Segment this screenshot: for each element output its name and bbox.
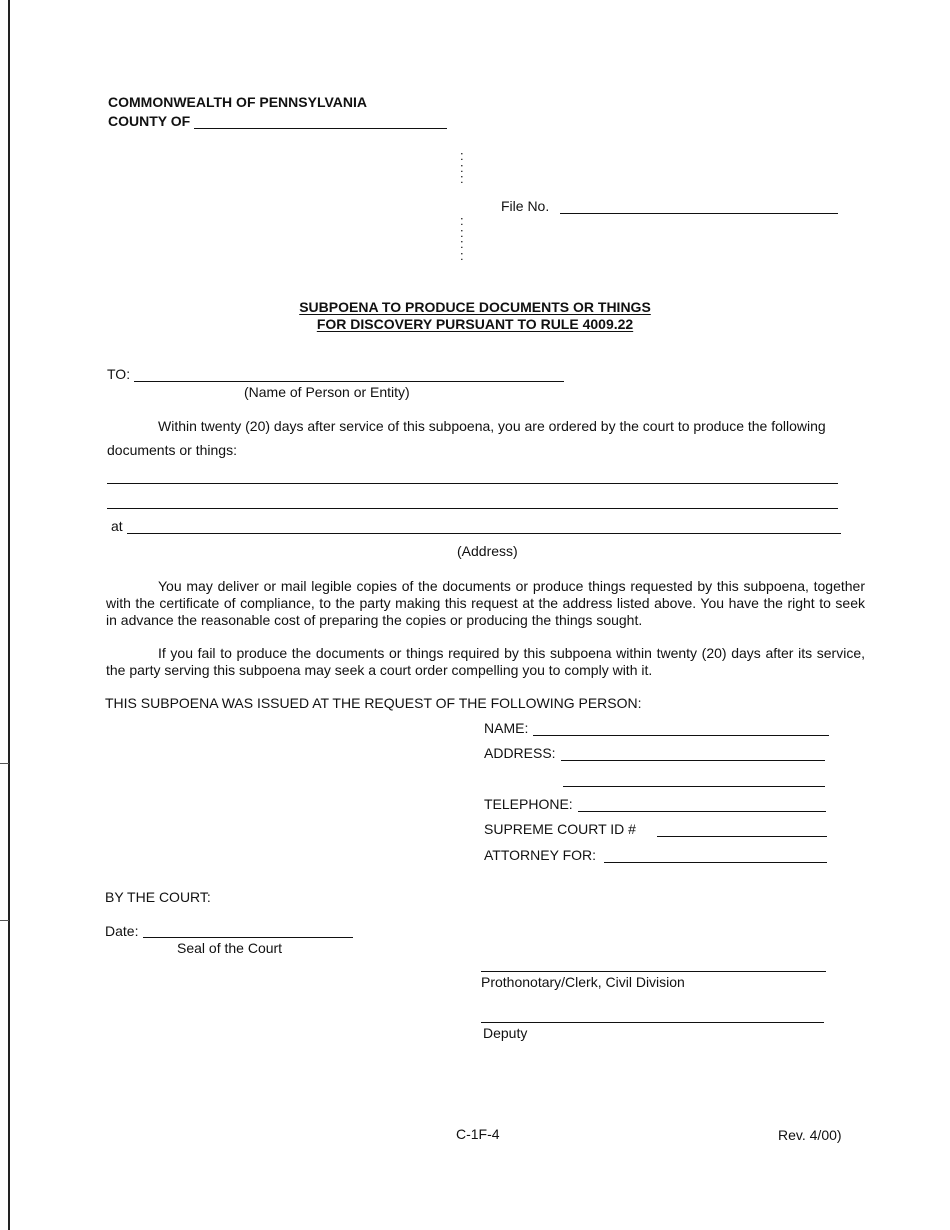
by-the-court-label: BY THE COURT: [105,889,211,905]
recipient-name-field[interactable] [134,381,564,382]
scan-left-edge [8,0,10,1230]
at-label: at [111,518,123,534]
requester-address-field-line2[interactable] [563,786,825,787]
caption-divider-dots: : : : : [460,213,464,263]
name-label: NAME: [484,720,529,736]
requester-telephone-field[interactable] [578,811,826,812]
supreme-court-id-label: SUPREME COURT ID # [484,821,636,837]
deputy-caption: Deputy [483,1025,528,1041]
seal-caption: Seal of the Court [177,940,283,956]
file-no-field[interactable] [560,213,838,214]
county-label: COUNTY OF [108,113,191,129]
date-field[interactable] [143,937,353,938]
county-field[interactable] [194,128,447,129]
delivery-paragraph: You may deliver or mail legible copies of the documents or produce things requested by this subpoena, together with the certificate of compliance, to the party making this request at the address listed above. You have the right to seek in advance the reasonable cost of preparing the copies or producing the things sought. [106,578,865,628]
file-no-label: File No. [501,198,550,214]
documents-field-line1[interactable] [107,483,838,484]
deputy-signature-line[interactable] [481,1022,824,1023]
subpoena-title-line1: SUBPOENA TO PRODUCE DOCUMENTS OR THINGS [299,299,651,315]
subpoena-title-line2: FOR DISCOVERY PURSUANT TO RULE 4009.22 [316,316,634,332]
requester-name-field[interactable] [533,735,829,736]
commonwealth-heading: COMMONWEALTH OF PENNSYLVANIA [108,94,367,110]
prothonotary-caption: Prothonotary/Clerk, Civil Division [481,974,685,990]
revision-label: Rev. 4/00) [778,1127,842,1143]
attorney-for-label: ATTORNEY FOR: [484,847,597,863]
form-code: C-1F-4 [456,1126,500,1142]
scan-tick-mark [0,920,9,921]
supreme-court-id-field[interactable] [657,836,827,837]
address-label: ADDRESS: [484,745,556,761]
address-field[interactable] [127,533,841,534]
prothonotary-signature-line[interactable] [481,971,826,972]
recipient-name-caption: (Name of Person or Entity) [244,384,410,400]
telephone-label: TELEPHONE: [484,796,573,812]
scan-tick-mark [0,763,9,764]
address-caption: (Address) [457,543,518,559]
requester-address-field-line1[interactable] [561,760,825,761]
date-label: Date: [105,923,139,939]
failure-paragraph: If you fail to produce the documents or things required by this subpoena within twenty (20) days after its service, the party serving this subpoena may seek a court order compelling you to comply with it. [106,645,865,678]
order-text-line2: documents or things: [107,442,237,458]
order-text-line1: Within twenty (20) days after service of this subpoena, you are ordered by the court to produce the following [158,418,826,434]
attorney-for-field[interactable] [604,862,827,863]
requester-heading: THIS SUBPOENA WAS ISSUED AT THE REQUEST OF THE FOLLOWING PERSON: [105,695,642,711]
caption-divider-dots: : : : [460,148,464,186]
to-label: TO: [107,366,131,382]
documents-field-line2[interactable] [107,508,838,509]
